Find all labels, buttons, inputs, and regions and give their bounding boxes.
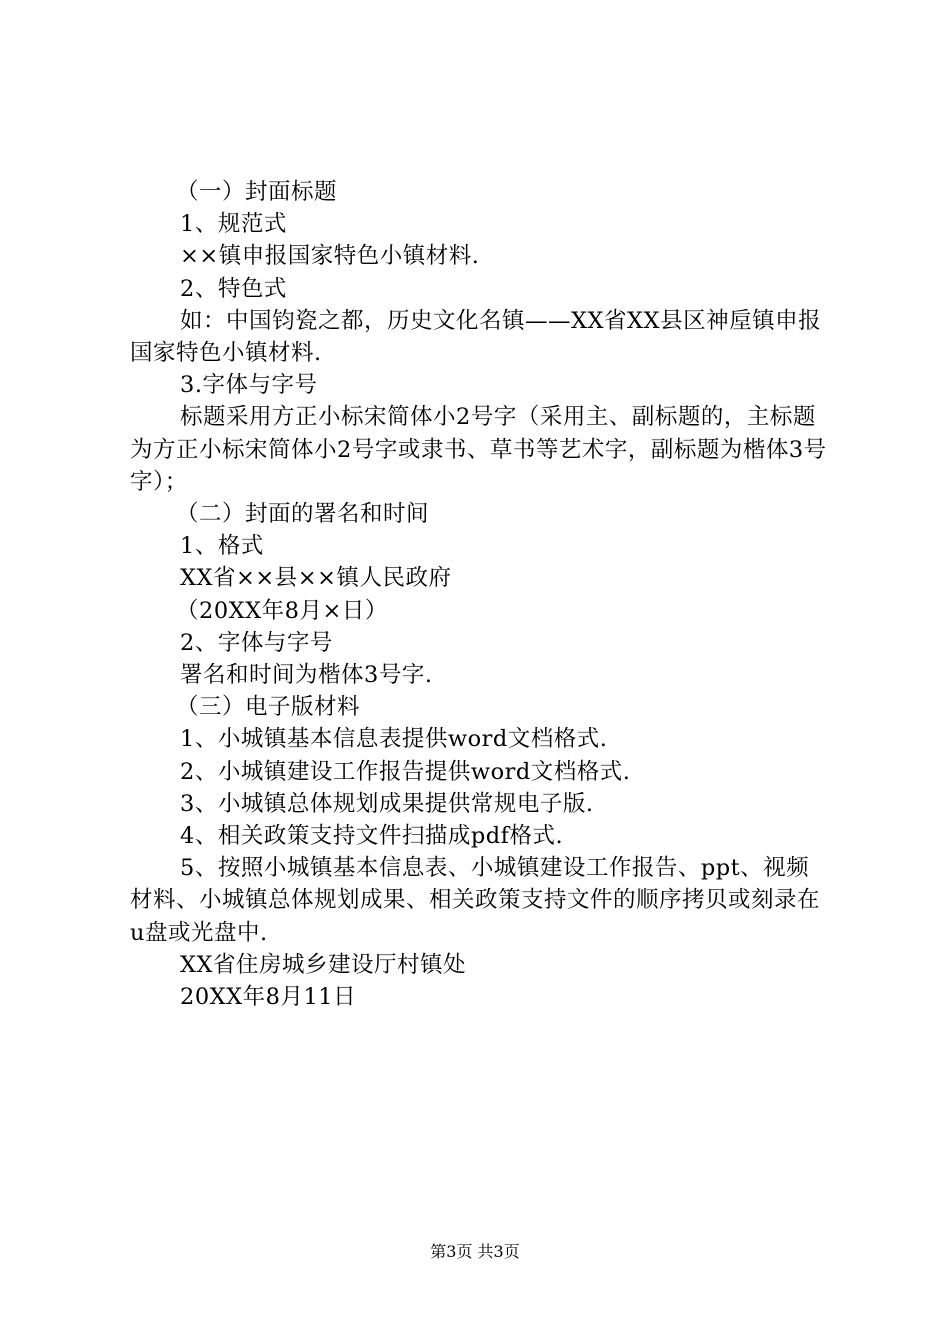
signature-example: XX省××县××镇人民政府 xyxy=(180,565,452,592)
item-normative-style: 1、规范式 xyxy=(180,211,287,238)
electronic-item-1: 1、小城镇基本信息表提供word文档格式. xyxy=(180,726,608,753)
featured-style-example: 如：中国钧瓷之都，历史文化名镇——XX省XX县区神垕镇申报国家特色小镇材料. xyxy=(130,307,822,367)
electronic-item-5: 5、按照小城镇基本信息表、小城镇建设工作报告、ppt、视频材料、小城镇总体规划成果、相关政策支持文件的顺序拷贝或刻录在u盘或光盘中. xyxy=(130,855,821,946)
issue-date: 20XX年8月11日 xyxy=(180,984,357,1011)
font-and-size-paragraph: 标题采用方正小标宋简体小2号字（采用主、副标题的，主标题为方正小标宋简体小2号字或隶书、草书等艺术字，副标题为楷体3号字）； xyxy=(130,404,827,495)
item-signature-font-and-size: 2、字体与字号 xyxy=(180,629,333,656)
section-heading-cover-title: （一）封面标题 xyxy=(176,179,338,205)
page-indicator: 第3页 共3页 xyxy=(430,1242,520,1261)
normative-style-example: ××镇申报国家特色小镇材料. xyxy=(180,243,480,270)
page-footer xyxy=(0,1242,950,1262)
signature-font-paragraph: 署名和时间为楷体3号字. xyxy=(180,662,433,689)
date-example: （20XX年8月×日） xyxy=(176,597,388,624)
item-format: 1、格式 xyxy=(180,533,264,560)
electronic-item-3: 3、小城镇总体规划成果提供常规电子版. xyxy=(180,790,594,817)
electronic-item-2: 2、小城镇建设工作报告提供word文档格式. xyxy=(180,758,631,785)
item-featured-style: 2、特色式 xyxy=(180,275,287,302)
document-body xyxy=(130,176,832,1013)
section-heading-electronic-materials: （三）电子版材料 xyxy=(176,694,361,721)
issuing-office: XX省住房城乡建设厅村镇处 xyxy=(180,951,467,978)
section-heading-signature-and-date: （二）封面的署名和时间 xyxy=(176,501,430,528)
electronic-item-4: 4、相关政策支持文件扫描成pdf格式. xyxy=(180,823,564,850)
item-font-and-size: 3.字体与字号 xyxy=(180,372,318,399)
